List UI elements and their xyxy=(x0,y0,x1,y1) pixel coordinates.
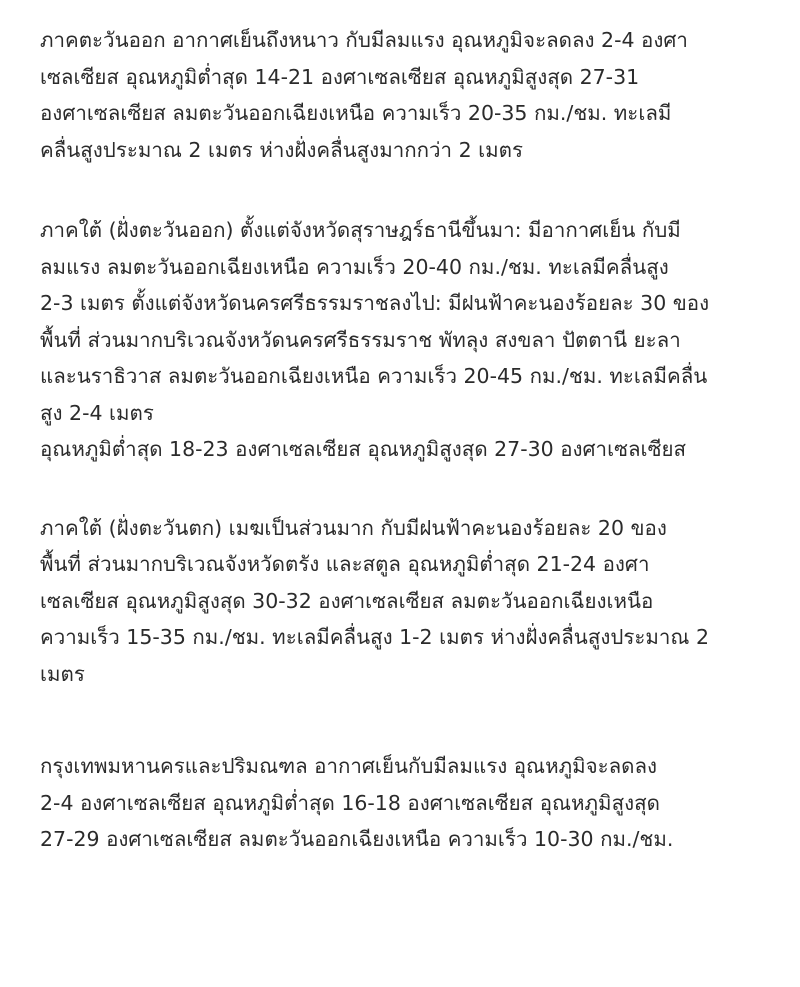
forecast-line: 2-3 เมตร ตั้งแต่จังหวัดนครศรีธรรมราชลงไป: มีฝนฟ้าคะนองร้อยละ 30 ของ xyxy=(40,291,710,315)
forecast-line: พื้นที่ ส่วนมากบริเวณจังหวัดนครศรีธรรมราช พัทลุง สงขลา ปัตตานี ยะลา xyxy=(40,327,681,352)
forecast-line: อุณหภูมิต่ำสุด 18-23 องศาเซลเซียส อุณหภูมิสูงสุด 27-30 องศาเซลเซียส xyxy=(40,437,687,461)
forecast-line: พื้นที่ ส่วนมากบริเวณจังหวัดตรัง และสตูล อุณหภูมิต่ำสุด 21-24 องศา xyxy=(40,552,650,576)
forecast-south-east-coast xyxy=(40,212,775,468)
forecast-line: เซลเซียส อุณหภูมิต่ำสุด 14-21 องศาเซลเซียส อุณหภูมิสูงสุด 27-31 xyxy=(40,64,640,89)
forecast-line: คลื่นสูงประมาณ 2 เมตร ห่างฝั่งคลื่นสูงมากกว่า 2 เมตร xyxy=(40,137,523,162)
forecast-line: ภาคใต้ (ฝั่งตะวันตก) เมฆเป็นส่วนมาก กับมีฝนฟ้าคะนองร้อยละ 20 ของ xyxy=(40,515,667,540)
forecast-line: กรุงเทพมหานครและปริมณฑล อากาศเย็นกับมีลมแรง อุณหภูมิจะลดลง xyxy=(40,754,658,778)
forecast-east xyxy=(40,22,775,168)
forecast-line: 2-4 องศาเซลเซียส อุณหภูมิต่ำสุด 16-18 องศาเซลเซียส อุณหภูมิสูงสุด xyxy=(40,790,660,815)
weather-forecast-article xyxy=(40,20,775,858)
forecast-line: เซลเซียส อุณหภูมิสูงสุด 30-32 องศาเซลเซียส ลมตะวันออกเฉียงเหนือ xyxy=(40,588,654,613)
forecast-line: และนราธิวาส ลมตะวันออกเฉียงเหนือ ความเร็ว 20-45 กม./ชม. ทะเลมีคลื่น xyxy=(40,364,708,388)
forecast-south-west-coast xyxy=(40,510,775,693)
forecast-line: ภาคใต้ (ฝั่งตะวันออก) ตั้งแต่จังหวัดสุราษฎร์ธานีขึ้นมา: มีอากาศเย็น กับมี xyxy=(40,218,681,242)
forecast-line: 27-29 องศาเซลเซียส ลมตะวันออกเฉียงเหนือ ความเร็ว 10-30 กม./ชม. xyxy=(40,827,674,851)
forecast-line: องศาเซลเซียส ลมตะวันออกเฉียงเหนือ ความเร็ว 20-35 กม./ชม. ทะเลมี xyxy=(40,101,672,125)
forecast-line: สูง 2-4 เมตร xyxy=(40,400,154,425)
forecast-line: เมตร xyxy=(40,661,85,686)
forecast-line: ลมแรง ลมตะวันออกเฉียงเหนือ ความเร็ว 20-40 กม./ชม. ทะเลมีคลื่นสูง xyxy=(40,254,669,279)
forecast-line: ความเร็ว 15-35 กม./ชม. ทะเลมีคลื่นสูง 1-2 เมตร ห่างฝั่งคลื่นสูงประมาณ 2 xyxy=(40,625,709,649)
forecast-bangkok xyxy=(40,748,775,858)
forecast-line: ภาคตะวันออก อากาศเย็นถึงหนาว กับมีลมแรง อุณหภูมิจะลดลง 2-4 องศา xyxy=(40,28,688,52)
